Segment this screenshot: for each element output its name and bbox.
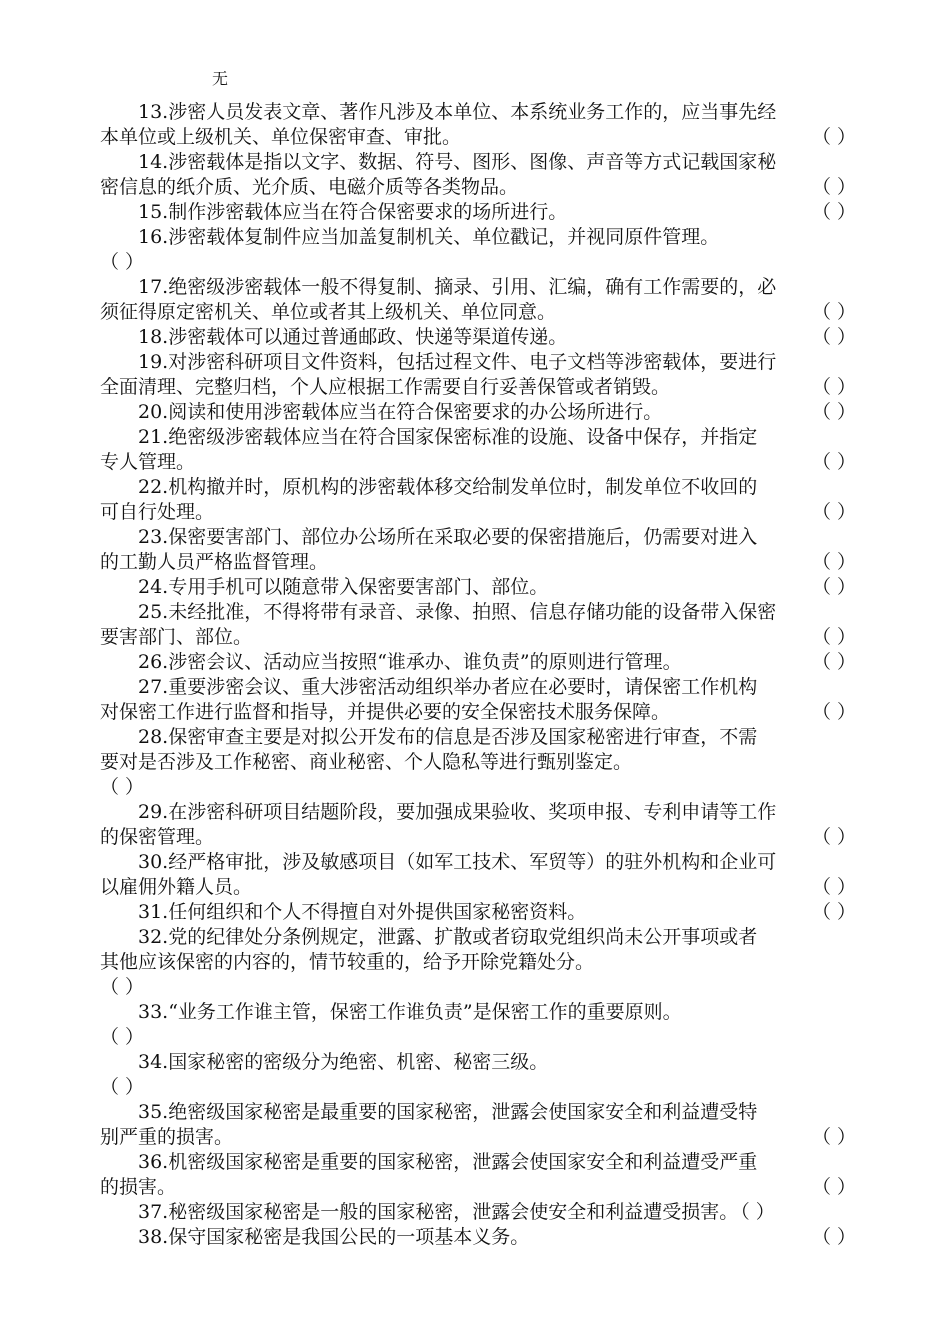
answer-bracket: （ ） xyxy=(811,826,856,848)
question-item xyxy=(100,425,860,475)
question-text: 24.专用手机可以随意带入保密要害部门、部位。 xyxy=(138,576,549,598)
question-text: 35.绝密级国家秘密是最重要的国家秘密，泄露会使国家安全和利益遭受特 xyxy=(138,1101,758,1123)
question-item xyxy=(100,850,860,900)
answer-bracket: （ ） xyxy=(811,201,856,223)
answer-bracket: （ ） xyxy=(811,451,856,473)
question-item xyxy=(100,325,860,350)
question-line xyxy=(100,1150,860,1175)
question-line xyxy=(100,875,860,900)
question-line xyxy=(100,1125,860,1150)
question-text: 19.对涉密科研项目文件资料，包括过程文件、电子文档等涉密载体，要进行 xyxy=(138,351,777,373)
question-text: 本单位或上级机关、单位保密审查、审批。 xyxy=(100,126,462,148)
question-line xyxy=(100,350,860,375)
question-item xyxy=(100,1000,860,1050)
question-text: 16.涉密载体复制件应当加盖复制机关、单位戳记，并视同原件管理。 xyxy=(138,226,720,248)
question-item xyxy=(100,650,860,675)
question-text: 别严重的损害。 xyxy=(100,1126,234,1148)
answer-bracket: （ ） xyxy=(100,976,145,998)
question-line xyxy=(100,975,860,1000)
question-text: 38.保守国家秘密是我国公民的一项基本义务。 xyxy=(138,1226,530,1248)
question-line xyxy=(100,850,860,875)
answer-bracket: （ ） xyxy=(811,376,856,398)
answer-bracket: （ ） xyxy=(100,1026,145,1048)
answer-bracket: （ ） xyxy=(811,401,856,423)
answer-bracket: （ ） xyxy=(811,1226,856,1248)
answer-bracket: （ ） xyxy=(811,301,856,323)
answer-bracket: （ ） xyxy=(811,1126,856,1148)
question-item xyxy=(100,225,860,275)
question-text: 13.涉密人员发表文章、著作凡涉及本单位、本系统业务工作的，应当事先经 xyxy=(138,101,777,123)
question-text: 的损害。 xyxy=(100,1176,177,1198)
question-text: 29.在涉密科研项目结题阶段，要加强成果验收、奖项申报、专利申请等工作 xyxy=(138,801,777,823)
question-line xyxy=(100,475,860,500)
question-item xyxy=(100,575,860,600)
question-text: 14.涉密载体是指以文字、数据、符号、图形、图像、声音等方式记载国家秘 xyxy=(138,151,777,173)
question-text: 23.保密要害部门、部位办公场所在采取必要的保密措施后，仍需要对进入 xyxy=(138,526,758,548)
question-text: 要对是否涉及工作秘密、商业秘密、个人隐私等进行甄别鉴定。 xyxy=(100,751,633,773)
question-text: 33.“业务工作谁主管，保密工作谁负责”是保密工作的重要原则。 xyxy=(138,1001,682,1023)
question-line xyxy=(100,800,860,825)
question-text: 31.任何组织和个人不得擅自对外提供国家秘密资料。 xyxy=(138,901,587,923)
question-text: 37.秘密级国家秘密是一般的国家秘密，泄露会使安全和利益遭受损害。 xyxy=(138,1201,739,1223)
question-item xyxy=(100,150,860,200)
question-line xyxy=(100,525,860,550)
question-line xyxy=(100,950,860,975)
question-line xyxy=(100,200,860,225)
question-line xyxy=(100,1100,860,1125)
question-text: 34.国家秘密的密级分为绝密、机密、秘密三级。 xyxy=(138,1051,549,1073)
question-line xyxy=(100,400,860,425)
question-line xyxy=(100,825,860,850)
question-text: 36.机密级国家秘密是重要的国家秘密，泄露会使国家安全和利益遭受严重 xyxy=(138,1151,758,1173)
question-line xyxy=(100,650,860,675)
question-line xyxy=(100,175,860,200)
answer-bracket: （ ） xyxy=(811,876,856,898)
question-line xyxy=(100,1200,860,1225)
question-text: 对保密工作进行监督和指导，并提供必要的安全保密技术服务保障。 xyxy=(100,701,671,723)
question-text: 18.涉密载体可以通过普通邮政、快递等渠道传递。 xyxy=(138,326,568,348)
question-line xyxy=(100,700,860,725)
question-line xyxy=(100,925,860,950)
question-text: 其他应该保密的内容的，情节较重的，给予开除党籍处分。 xyxy=(100,951,595,973)
question-line xyxy=(100,1225,860,1250)
question-item xyxy=(100,400,860,425)
answer-bracket: （ ） xyxy=(100,251,145,273)
question-line xyxy=(100,750,860,775)
question-text: 26.涉密会议、活动应当按照“谁承办、谁负责”的原则进行管理。 xyxy=(138,651,682,673)
question-item xyxy=(100,1050,860,1100)
question-line xyxy=(100,425,860,450)
answer-bracket: （ ） xyxy=(811,901,856,923)
question-item xyxy=(100,275,860,325)
answer-bracket: （ ） xyxy=(100,776,145,798)
answer-bracket: （ ） xyxy=(811,651,856,673)
question-line xyxy=(100,725,860,750)
page-header: 无 xyxy=(212,69,229,88)
answer-bracket: （ ） xyxy=(100,1076,145,1098)
question-item xyxy=(100,1225,860,1250)
question-line xyxy=(100,1025,860,1050)
question-text: 17.绝密级涉密载体一般不得复制、摘录、引用、汇编，确有工作需要的，必 xyxy=(138,276,777,298)
question-text: 密信息的纸介质、光介质、电磁介质等各类物品。 xyxy=(100,176,519,198)
answer-bracket: （ ） xyxy=(811,501,856,523)
answer-bracket: （ ） xyxy=(811,1176,856,1198)
question-text: 21.绝密级涉密载体应当在符合国家保密标准的设施、设备中保存，并指定 xyxy=(138,426,758,448)
question-item xyxy=(100,1150,860,1200)
question-line xyxy=(100,300,860,325)
question-line xyxy=(100,375,860,400)
question-text: 可自行处理。 xyxy=(100,501,215,523)
question-item xyxy=(100,800,860,850)
question-list xyxy=(100,100,860,1250)
question-text: 15.制作涉密载体应当在符合保密要求的场所进行。 xyxy=(138,201,568,223)
question-line xyxy=(100,900,860,925)
question-text: 28.保密审查主要是对拟公开发布的信息是否涉及国家秘密进行审查，不需 xyxy=(138,726,758,748)
question-text: 全面清理、完整归档，个人应根据工作需要自行妥善保管或者销毁。 xyxy=(100,376,671,398)
question-line xyxy=(100,675,860,700)
answer-bracket: （ ） xyxy=(740,1201,775,1223)
question-line xyxy=(100,325,860,350)
question-item xyxy=(100,725,860,800)
question-line xyxy=(100,100,860,125)
question-line xyxy=(100,600,860,625)
question-line xyxy=(100,450,860,475)
question-line xyxy=(100,275,860,300)
question-item xyxy=(100,100,860,150)
question-line xyxy=(100,575,860,600)
question-line xyxy=(100,125,860,150)
answer-bracket: （ ） xyxy=(811,701,856,723)
question-item xyxy=(100,900,860,925)
question-line xyxy=(100,150,860,175)
question-item xyxy=(100,925,860,1000)
question-line xyxy=(100,1000,860,1025)
question-line xyxy=(100,1075,860,1100)
question-line xyxy=(100,500,860,525)
answer-bracket: （ ） xyxy=(811,126,856,148)
answer-bracket: （ ） xyxy=(811,551,856,573)
question-text: 专人管理。 xyxy=(100,451,196,473)
question-item xyxy=(100,350,860,400)
question-line xyxy=(100,550,860,575)
answer-bracket: （ ） xyxy=(811,176,856,198)
question-line xyxy=(100,625,860,650)
question-text: 32.党的纪律处分条例规定，泄露、扩散或者窃取党组织尚未公开事项或者 xyxy=(138,926,758,948)
question-line xyxy=(100,225,860,250)
question-text: 的工勤人员严格监督管理。 xyxy=(100,551,329,573)
answer-bracket: （ ） xyxy=(811,576,856,598)
question-item xyxy=(100,475,860,525)
question-text: 的保密管理。 xyxy=(100,826,215,848)
answer-bracket: （ ） xyxy=(811,626,856,648)
question-item xyxy=(100,1100,860,1150)
question-item xyxy=(100,525,860,575)
question-line xyxy=(100,250,860,275)
question-text: 须征得原定密机关、单位或者其上级机关、单位同意。 xyxy=(100,301,557,323)
question-line xyxy=(100,775,860,800)
question-item xyxy=(100,200,860,225)
question-text: 要害部门、部位。 xyxy=(100,626,253,648)
question-item xyxy=(100,600,860,650)
question-text: 20.阅读和使用涉密载体应当在符合保密要求的办公场所进行。 xyxy=(138,401,663,423)
question-text: 以雇佣外籍人员。 xyxy=(100,876,253,898)
question-line xyxy=(100,1050,860,1075)
question-line xyxy=(100,1175,860,1200)
question-item xyxy=(100,675,860,725)
question-text: 30.经严格审批，涉及敏感项目（如军工技术、军贸等）的驻外机构和企业可 xyxy=(138,851,777,873)
question-item xyxy=(100,1200,860,1225)
question-text: 25.未经批准，不得将带有录音、录像、拍照、信息存储功能的设备带入保密 xyxy=(138,601,777,623)
question-text: 27.重要涉密会议、重大涉密活动组织举办者应在必要时，请保密工作机构 xyxy=(138,676,758,698)
question-text: 22.机构撤并时，原机构的涉密载体移交给制发单位时，制发单位不收回的 xyxy=(138,476,758,498)
answer-bracket: （ ） xyxy=(811,326,856,348)
